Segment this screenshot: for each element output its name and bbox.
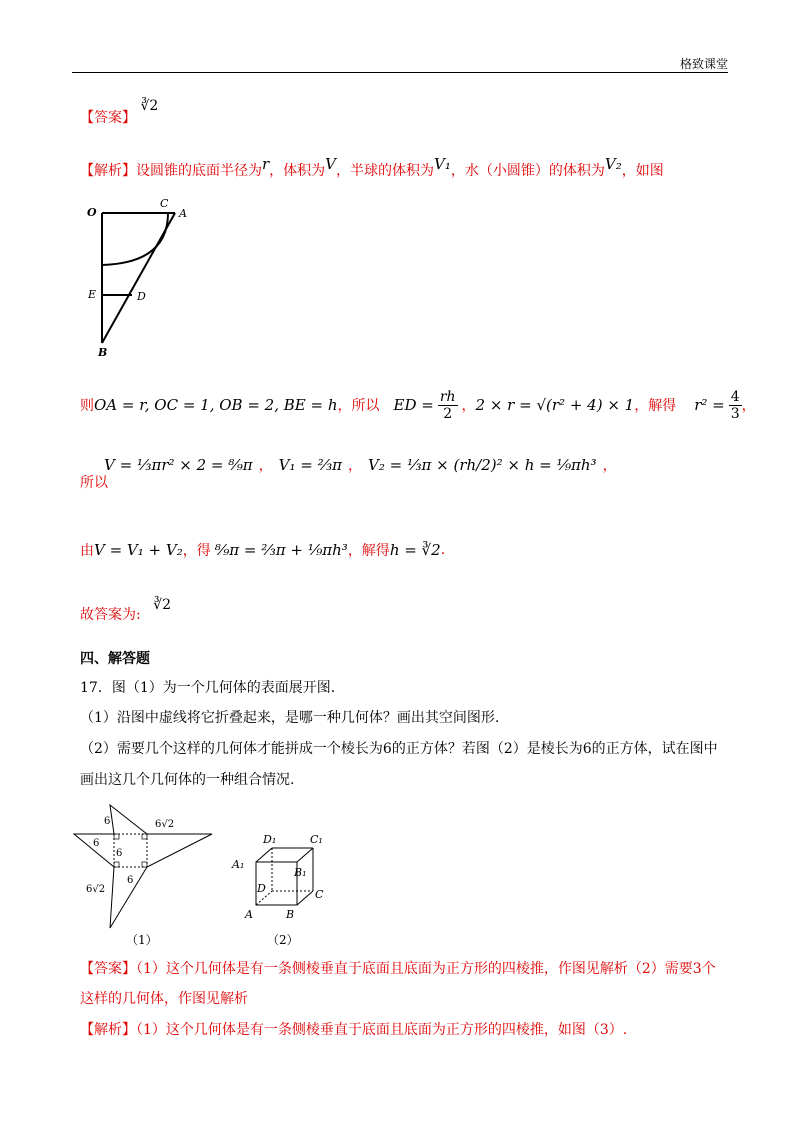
var-r: r <box>262 155 270 173</box>
you-pre: 由 <box>80 543 94 559</box>
label-D: D <box>137 290 146 303</box>
header-rule <box>72 72 728 73</box>
answer-16 <box>80 98 159 127</box>
ze-end: ， <box>741 398 756 414</box>
cube-label-B: B <box>286 908 295 921</box>
analysis-16 <box>80 155 664 180</box>
you-eq1: V = V₁ + V₂ <box>94 541 183 559</box>
you-solve: ，解得 <box>347 543 390 559</box>
net-label-bot6r2: 6√2 <box>86 884 106 895</box>
analysis-text-e: ，如图 <box>621 163 664 179</box>
ze-eq4-den: 3 <box>730 405 740 422</box>
q17-p2a: （2）需要几个这样的几何体才能拼成一个棱长为6的正方体？若图（2）是棱长为6的正方体，试在图中 <box>80 741 718 757</box>
cube-label-B1: B₁ <box>294 866 307 879</box>
label-O: O <box>87 206 97 219</box>
ze-eq3: 2 × r = √(r² + 4) × 1 <box>475 396 635 414</box>
cone-figure <box>80 195 210 360</box>
analysis17-text: （1）这个几何体是有一条侧棱垂直于底面且底面为正方形的四棱推，如图（3）. <box>136 1022 628 1038</box>
cube-label-A: A <box>245 908 253 921</box>
net-label-left6: 6 <box>93 838 100 849</box>
var-V: V <box>325 155 337 173</box>
final-16 <box>80 597 171 624</box>
ze-eq2-frac <box>438 389 458 422</box>
answer17-label: 【答案】 <box>80 961 136 977</box>
label-A: A <box>179 207 187 220</box>
analysis-text-d: ，水（小圆锥）的体积为 <box>450 163 605 179</box>
var-V1: V₁ <box>434 155 451 173</box>
suoyi-pre: 所以 <box>80 475 108 491</box>
line-suoyi <box>104 455 617 475</box>
net-label-top6r2: 6√2 <box>155 819 175 830</box>
you-eq2: ⁸⁄₉π = ⅔π + ⅑πh³ <box>214 541 348 559</box>
q17-stem: 17．图（1）为一个几何体的表面展开图. <box>80 680 336 696</box>
section-title: 四、解答题 <box>80 651 150 667</box>
ze-eq4-frac <box>729 389 742 422</box>
ze-eq2-lhs: ED = <box>393 396 434 414</box>
answer17-line2: 这样的几何体，作图见解析 <box>80 991 248 1007</box>
final-value: ∛2 <box>153 597 171 613</box>
cube-figure <box>230 830 330 950</box>
you-eq3: h = ∛2 <box>389 541 441 559</box>
final-label: 故答案为: <box>80 607 141 623</box>
suoyi-eqV1: V₁ = ⅔π <box>278 456 343 474</box>
cube-label-D1: D₁ <box>263 833 277 846</box>
net-label-mid6: 6 <box>116 848 123 859</box>
ze-eq2-num: rh <box>439 388 456 405</box>
analysis-text-b: ，体积为 <box>269 163 326 179</box>
cube-caption: （2） <box>267 933 299 947</box>
answer17-line1: （1）这个几何体是有一条侧棱垂直于底面且底面为正方形的四棱推，作图见解析（2）需要3个 <box>136 961 716 977</box>
line-ze: 则 OA = r, OC = 1, OB = 2, BE = h ，所以 ED = $\frac{rh}{2}$ ， 2 × r = √(r² + 4) × 1 ，解得 r² = $\frac{4}{3}$ ， <box>80 388 756 422</box>
cube-label-A1: A₁ <box>232 858 245 871</box>
label-C: C <box>160 197 169 210</box>
analysis17-label: 【解析】 <box>80 1022 136 1038</box>
line-suoyi-pre <box>80 472 108 492</box>
ze-eq4-num: 4 <box>730 388 740 405</box>
ze-solve: ，解得 <box>634 398 677 414</box>
analysis-label: 【解析】 <box>80 163 136 179</box>
q17-p1: （1）沿图中虚线将它折叠起来，是哪一种几何体？画出其空间图形. <box>80 710 500 726</box>
suoyi-sep1: ， <box>258 458 273 474</box>
analysis-text-a: 设圆锥的底面半径为 <box>136 163 262 179</box>
ze-pre: 则 <box>80 398 94 414</box>
header-brand: 格致课堂 <box>679 57 728 71</box>
cube-label-C1: C₁ <box>310 833 323 846</box>
net-label-top6: 6 <box>104 816 111 827</box>
analysis-17 <box>80 1019 627 1039</box>
net-figure <box>72 800 217 950</box>
suoyi-sep3: ， <box>602 458 617 474</box>
net-label-bot6: 6 <box>127 875 134 886</box>
answer-value: ∛2 <box>140 98 159 114</box>
analysis-text-c: ，半球的体积为 <box>336 163 435 179</box>
cube-label-D: D <box>257 882 266 895</box>
net-caption: （1） <box>126 933 158 947</box>
answer-label: 【答案】 <box>80 110 136 126</box>
line-you <box>80 540 445 560</box>
q17-p2b: 画出这几个几何体的一种组合情况. <box>80 772 295 788</box>
ze-eq4-lhs: r² = <box>694 396 725 414</box>
ze-eq1: OA = r, OC = 1, OB = 2, BE = h <box>94 396 338 414</box>
var-V2: V₂ <box>604 155 622 173</box>
you-mid: ，得 <box>182 543 211 559</box>
label-E: E <box>88 288 97 301</box>
suoyi-eqV2: V₂ = ⅓π × (rh/2)² × h = ⅑πh³ <box>368 456 597 474</box>
ze-mid: ，所以 <box>337 398 380 414</box>
suoyi-eqV: V = ⅓πr² × 2 = ⁸⁄₉π <box>104 456 253 474</box>
label-B: B <box>98 346 108 359</box>
suoyi-sep2: ， <box>348 458 363 474</box>
you-end: . <box>440 542 446 558</box>
answer-17-line1 <box>80 958 716 978</box>
ze-eq2-den: 2 <box>443 405 453 422</box>
cube-label-C: C <box>315 888 324 901</box>
